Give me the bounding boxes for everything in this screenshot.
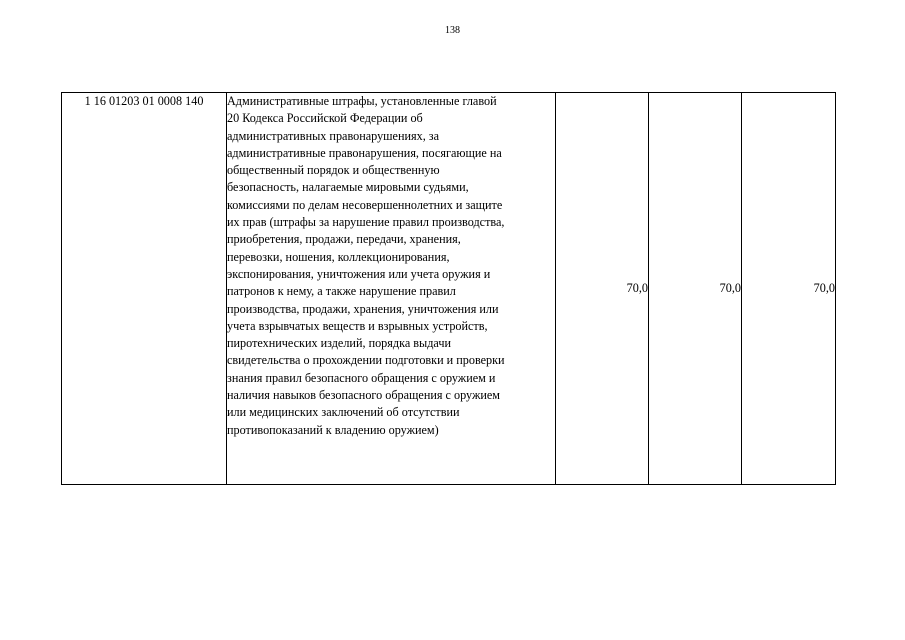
- budget-table: [61, 92, 836, 485]
- description-line: экспонирования, уничтожения или учета оружия и: [227, 266, 491, 281]
- amount-year-1: 70,0: [556, 93, 649, 485]
- description-line: общественный порядок и общественную: [227, 163, 440, 178]
- budget-classification-code: 1 16 01203 01 0008 140: [62, 93, 227, 485]
- table-row: [62, 93, 836, 485]
- description-line: их прав (штрафы за нарушение правил производства,: [227, 215, 505, 230]
- description-line: перевозки, ношения, коллекционирования,: [227, 249, 450, 264]
- description-line: наличия навыков безопасного обращения с оружием: [227, 388, 501, 403]
- description-line: или медицинских заключений об отсутствии: [227, 405, 460, 420]
- description-line: пиротехнических изделий, порядка выдачи: [227, 336, 451, 351]
- description-line: безопасность, налагаемые мировыми судьями,: [227, 180, 469, 195]
- description-line: учета взрывчатых веществ и взрывных устройств,: [227, 318, 488, 333]
- description-line: административные правонарушения, посягающие на: [227, 145, 502, 160]
- description-line: патронов к нему, а также нарушение правил: [227, 284, 456, 299]
- description-line: административных правонарушениях, за: [227, 128, 440, 143]
- description-line: знания правил безопасного обращения с оружием и: [227, 370, 496, 385]
- description-line: 20 Кодекса Российской Федерации об: [227, 111, 423, 126]
- description-line: противопоказаний к владению оружием): [227, 422, 439, 437]
- amount-year-3: 70,0: [742, 93, 836, 485]
- amount-year-2: 70,0: [649, 93, 742, 485]
- description-line: комиссиями по делам несовершеннолетних и защите: [227, 197, 503, 212]
- description-line: приобретения, продажи, передачи, хранения,: [227, 232, 461, 247]
- description-line: Административные штрафы, установленные главой: [227, 94, 497, 108]
- description-line: производства, продажи, хранения, уничтожения или: [227, 301, 499, 316]
- description-line: свидетельства о прохождении подготовки и проверки: [227, 353, 505, 368]
- page-number: 138: [445, 25, 460, 36]
- revenue-description: [227, 93, 556, 485]
